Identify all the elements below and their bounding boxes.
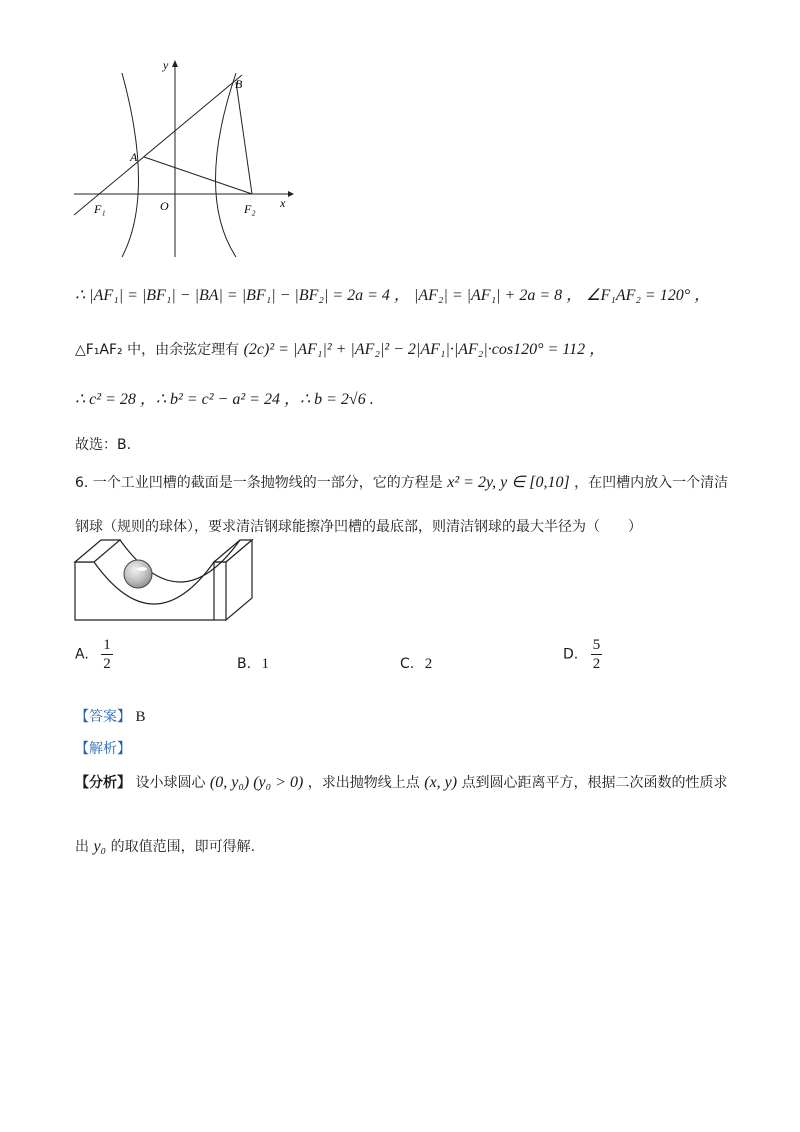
question-6-formula: x² = 2y, y ∈ [0,10] xyxy=(447,474,570,491)
label-y: y xyxy=(163,58,169,72)
derivation-line-2-formula: (2c)² = |AF₁|² + |AF₂|² − 2|AF₁|·|AF₂|·cos120° = 112 ， xyxy=(243,341,606,358)
fenxi-text-b: ，求出抛物线上点 xyxy=(307,775,420,791)
fenxi-formula-1: (0, y₀) (y₀ > 0) xyxy=(209,774,304,791)
option-c-value: 2 xyxy=(424,656,433,672)
y-axis-arrow xyxy=(172,60,178,67)
answer-line xyxy=(75,706,145,726)
derivation-line-1: ∴ |AF₁| = |BF₁| − |BA| = |BF₁| − |BF₂| = 2a = 4 ， |AF₂| = |AF₁| + 2a = 8 ， ∠F₁AF₂ = 120° ， xyxy=(75,287,711,304)
option-a-fraction xyxy=(101,636,113,673)
segment-b-f2 xyxy=(236,82,252,194)
conclusion-line: 故选：B. xyxy=(75,437,132,453)
right-hyperbola-branch xyxy=(216,73,237,257)
option-d-numerator: 5 xyxy=(592,637,601,653)
option-a[interactable] xyxy=(75,636,113,673)
question-6-text-a: 6. 一个工业凹槽的截面是一条抛物线的一部分，它的方程是 xyxy=(75,475,443,491)
option-a-denominator: 2 xyxy=(103,656,111,672)
option-a-numerator: 1 xyxy=(103,637,111,653)
answer-value: B xyxy=(135,709,146,725)
derivation-line-3: ∴ c² = 28 ，∴ b² = c² − a² = 24 ，∴ b = 2√6 . xyxy=(75,391,374,408)
analysis-label: 【解析】 xyxy=(75,741,131,757)
fenxi-text-e: 的取值范围，即可得解. xyxy=(110,839,256,855)
derivation-line-2 xyxy=(75,336,605,359)
fenxi-formula-2: (x, y) xyxy=(424,774,458,791)
option-a-letter: A. xyxy=(75,646,89,663)
label-a: A xyxy=(130,150,138,164)
hyperbola-diagram xyxy=(60,55,300,265)
label-x: x xyxy=(280,196,286,210)
label-o: O xyxy=(160,199,169,213)
label-f2: F₂ xyxy=(244,202,256,216)
left-hyperbola-branch xyxy=(122,73,139,257)
groove-top-left xyxy=(75,540,120,562)
question-6-text-b: ，在凹槽内放入一个清洁 xyxy=(574,475,729,491)
label-f1: F₁ xyxy=(94,202,106,216)
option-c[interactable] xyxy=(400,656,432,673)
x-axis-arrow xyxy=(288,191,294,197)
fenxi-line-1 xyxy=(75,772,728,792)
fenxi-label: 【分析】 xyxy=(75,775,131,791)
fenxi-text-c: 点到圆心距离平方，根据二次函数的性质求 xyxy=(461,775,728,791)
question-6-line-2: 钢球（规则的球体），要求清洁钢球能擦净凹槽的最底部，则清洁钢球的最大半径为（ ） xyxy=(75,519,642,535)
fenxi-line-2 xyxy=(75,836,255,856)
fenxi-text-a: 设小球圆心 xyxy=(135,775,206,791)
option-d-denominator: 2 xyxy=(592,656,601,672)
option-b-letter: B. xyxy=(237,656,252,672)
fenxi-formula-3: y₀ xyxy=(93,838,107,855)
option-d[interactable] xyxy=(563,636,602,673)
groove-figure xyxy=(72,536,256,624)
option-b[interactable] xyxy=(237,656,269,673)
question-6-line-1 xyxy=(75,472,728,492)
option-b-value: 1 xyxy=(261,656,270,672)
steel-ball xyxy=(124,560,152,588)
option-c-letter: C. xyxy=(400,656,415,672)
label-b: B xyxy=(235,77,243,91)
ball-highlight xyxy=(137,567,147,571)
derivation-line-2-prefix: △F₁AF₂ 中，由余弦定理有 xyxy=(75,342,240,358)
option-d-fraction xyxy=(591,636,603,673)
option-d-letter: D. xyxy=(563,646,579,663)
segment-a-f2 xyxy=(144,157,252,194)
fenxi-text-d: 出 xyxy=(75,839,89,855)
answer-label: 【答案】 xyxy=(75,709,131,725)
